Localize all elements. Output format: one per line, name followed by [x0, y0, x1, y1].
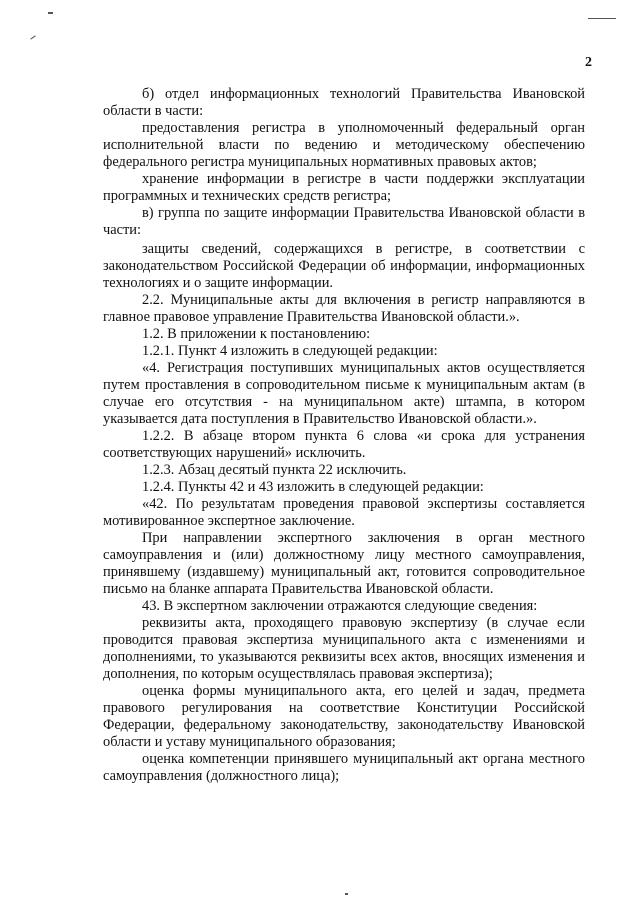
paragraph-1-2: 1.2. В приложении к постановлению: [142, 326, 371, 342]
paragraph-item-42: «42. По результатам проведения правовой экспертизы составляется мотивированное экспертное заключение. [103, 496, 585, 529]
paragraph-1-2-3: 1.2.3. Абзац десятый пункта 22 исключить. [142, 462, 407, 478]
scan-mark-top-left [48, 12, 53, 14]
paragraph-form-assessment: оценка формы муниципального акта, его целей и задач, предмета правового регулирования на соответствие Конституции Российской Федерации, федеральному законодательству, законодательству Ивановской области и уставу муниципального образования; [103, 683, 585, 750]
paragraph-register-submission: предоставления регистра в уполномоченный федеральный орган исполнительной власти по ведению и методическому обеспечению федерального регистра муниципальных нормативных правовых актов; [103, 120, 585, 170]
paragraph-expert-conclusion: При направлении экспертного заключения в орган местного самоуправления и (или) должностному лицу местного самоуправления, принявшему (издавшему) муниципальный акт, готовится сопроводительное письмо на бланке аппарата Правительства Ивановской области. [103, 530, 585, 597]
paragraph-1-2-1: 1.2.1. Пункт 4 изложить в следующей редакции: [142, 343, 438, 359]
scan-mark-bottom [345, 893, 348, 895]
page-number: 2 [585, 55, 592, 70]
paragraph-item-4: «4. Регистрация поступивших муниципальных актов осуществляется путем проставления в сопроводительном письме к муниципальным актам (в случае его отсутствия - на муниципальном акте) штампа, в котором указывается дата поступления в Правительство Ивановской области.». [103, 360, 585, 427]
paragraph-1-2-4: 1.2.4. Пункты 42 и 43 изложить в следующей редакции: [142, 479, 484, 495]
paragraph-register-storage: хранение информации в регистре в части поддержки эксплуатации программных и технических средств регистра; [103, 171, 585, 204]
scan-mark-top-right [588, 18, 616, 19]
paragraph-act-requisites: реквизиты акта, проходящего правовую экспертизу (в случае если проводится правовая экспертиза муниципального акта с изменениями и дополнениями, то указываются реквизиты всех актов, вносящих изменения и дополнения, по которым осуществлялась правовая экспертиза); [103, 615, 585, 682]
paragraph-2-2: 2.2. Муниципальные акты для включения в регистр направляются в главное правовое управление Правительства Ивановской области.». [103, 292, 585, 325]
paragraph-security-group: в) группа по защите информации Правительства Ивановской области в части: [103, 205, 585, 238]
paragraph-data-protection: защиты сведений, содержащихся в регистре, в соответствии с законодательством Российской Федерации об информации, информационных технологиях и о защите информации. [103, 241, 585, 291]
paragraph-1-2-2: 1.2.2. В абзаце втором пункта 6 слова «и срока для устранения соответствующих нарушений» исключить. [103, 428, 585, 461]
paragraph-competence-assessment: оценка компетенции принявшего муниципальный акт органа местного самоуправления (должностного лица); [103, 751, 585, 784]
scan-mark-left-stroke [30, 35, 35, 39]
paragraph-item-43: 43. В экспертном заключении отражаются следующие сведения: [142, 598, 538, 614]
document-body [103, 86, 585, 785]
paragraph-it-department: б) отдел информационных технологий Правительства Ивановской области в части: [103, 86, 585, 119]
